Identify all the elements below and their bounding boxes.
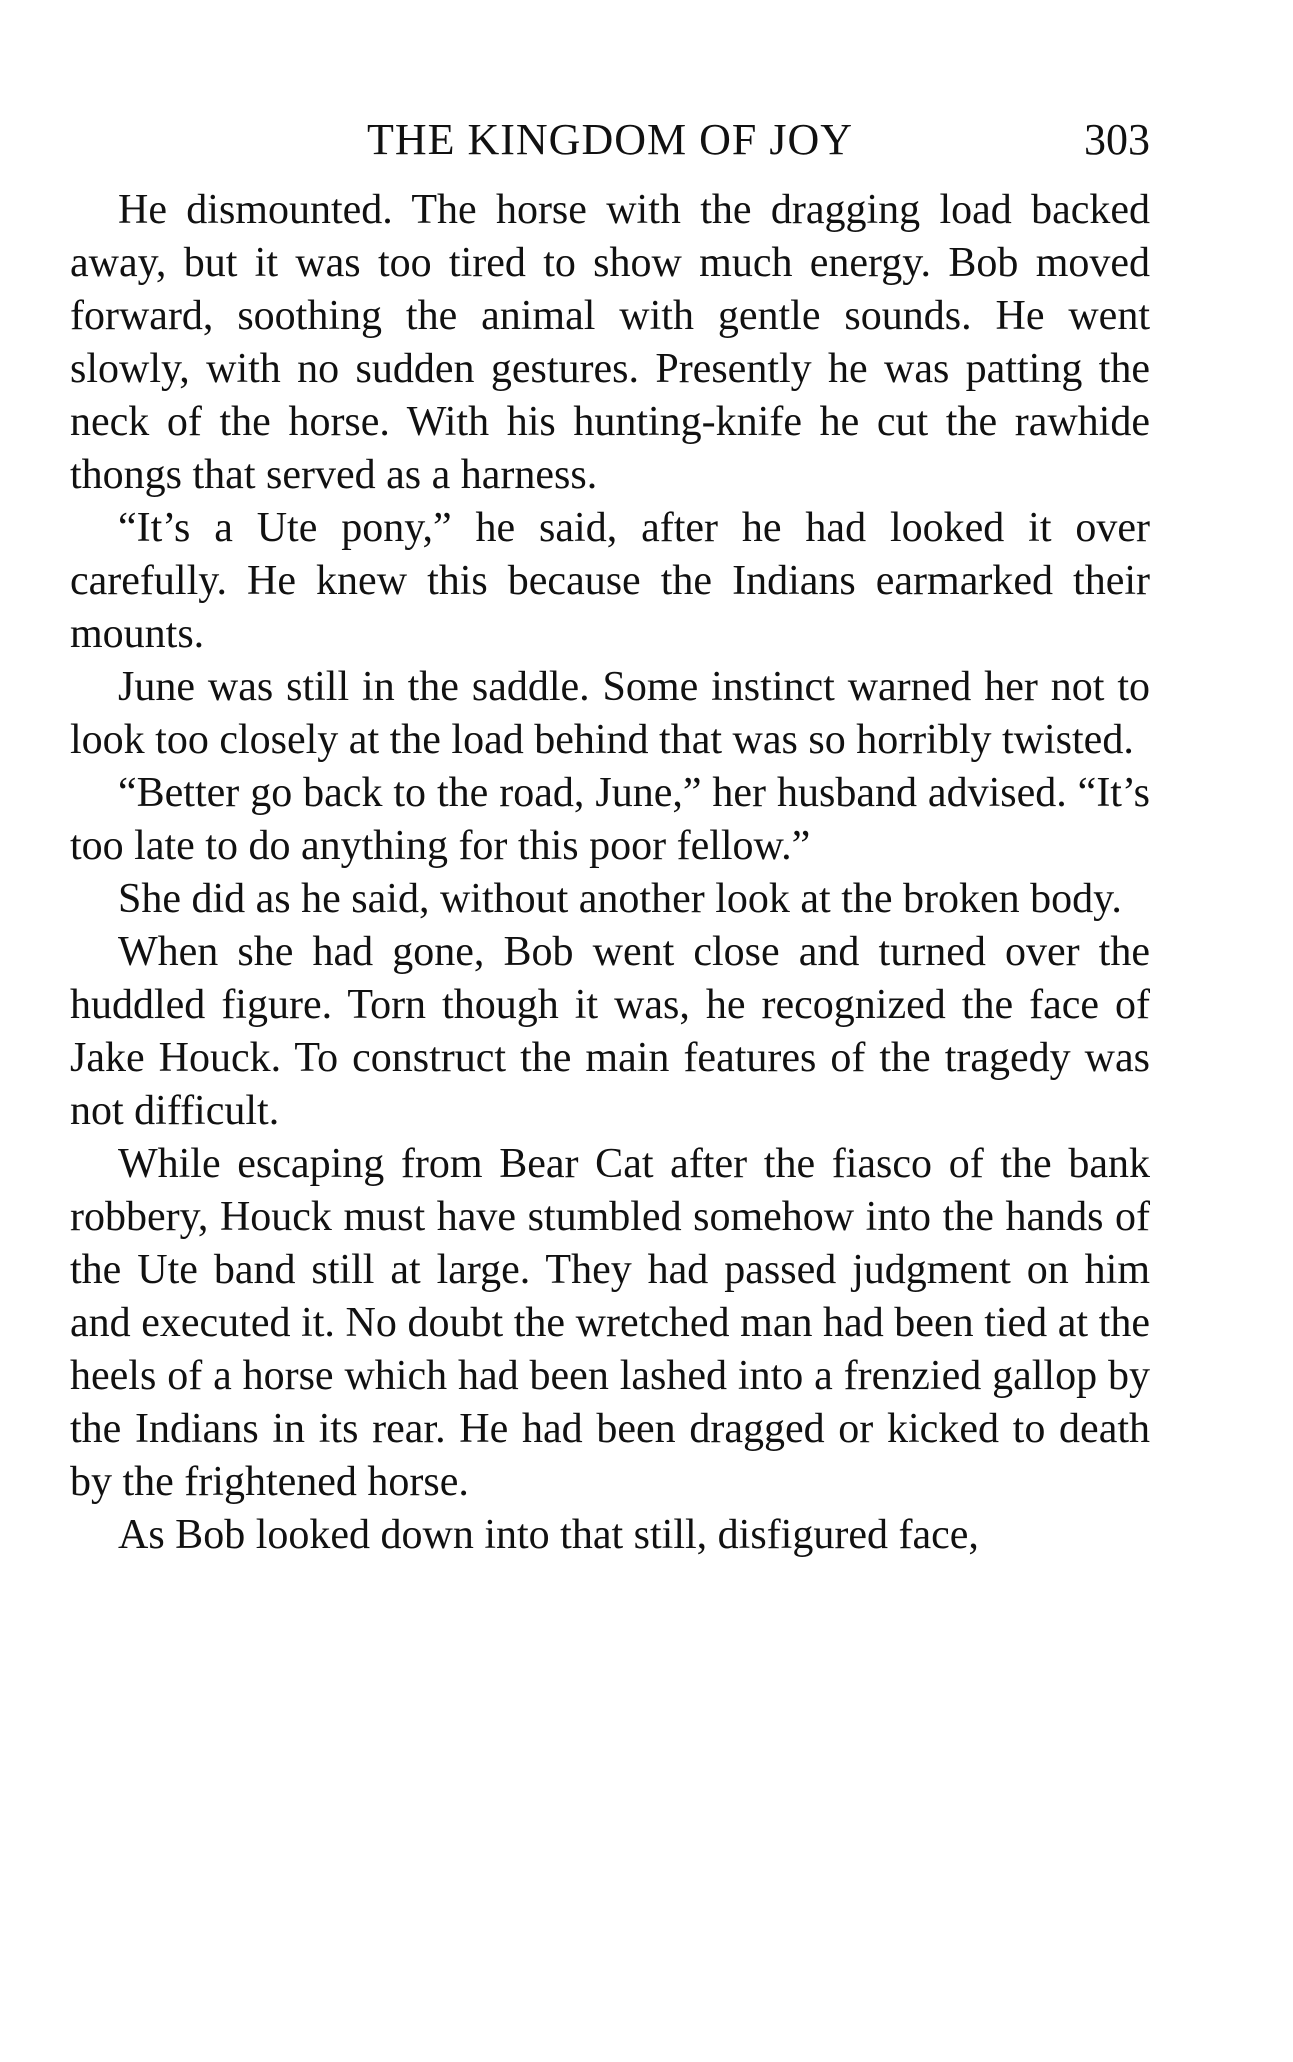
- paragraph: June was still in the saddle. Some instinct warned her not to look too closely at the load behind that was so horribly twisted.: [70, 664, 1150, 763]
- paragraph: As Bob looked down into that still, disfigured face,: [118, 1512, 979, 1558]
- paragraph: When she had gone, Bob went close and turned over the huddled figure. Torn though it was, he recognized the face of Jake Houck. To construct the main features of the tragedy was not difficult.: [70, 929, 1150, 1134]
- running-head: [70, 100, 1150, 180]
- paragraph: While escaping from Bear Cat after the fiasco of the bank robbery, Houck must have stumbled somehow into the hands of the Ute band still at large. They had passed judgment on him and executed it. No doubt the wretched man had been tied at the heels of a horse which had been lashed into a frenzied gallop by the Indians in its rear. He had been dragged or kicked to death by the frightened horse.: [70, 1141, 1150, 1505]
- paragraph: She did as he said, without another look at the broken body.: [118, 876, 1122, 922]
- running-title: THE KINGDOM OF JOY: [366, 115, 854, 164]
- body-text: [70, 184, 1150, 1562]
- paragraph: “Better go back to the road, June,” her husband advised. “It’s too late to do anything for this poor fellow.”: [70, 770, 1150, 869]
- paragraph: He dismounted. The horse with the dragging load backed away, but it was too tired to show much energy. Bob moved forward, soothing the animal with gentle sounds. He went slowly, with no sudden gestures. Presently he was patting the neck of the horse. With his hunting-knife he cut the rawhide thongs that served as a harness.: [70, 187, 1150, 498]
- book-page: [70, 100, 1150, 1562]
- page-number: 303: [1084, 115, 1150, 164]
- paragraph: “It’s a Ute pony,” he said, after he had looked it over carefully. He knew this because the Indians earmarked their mounts.: [70, 505, 1150, 657]
